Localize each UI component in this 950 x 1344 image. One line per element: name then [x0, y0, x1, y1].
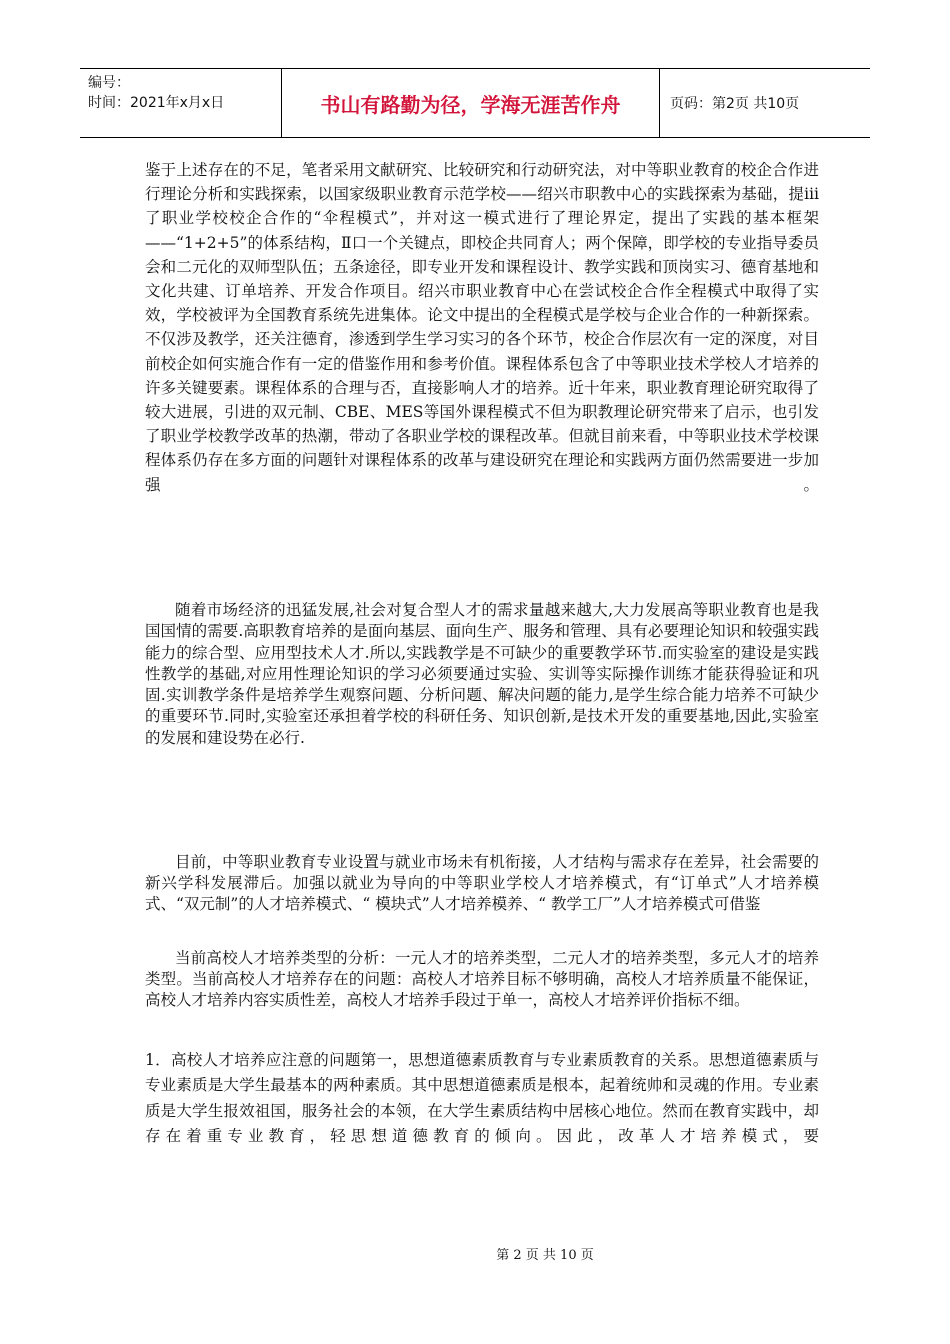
body-paragraph-4: 当前高校人才培养类型的分析：一元人才的培养类型，二元人才的培养类型，多元人才的培养类型。当前高校人才培养存在的问题：高校人才培养目标不够明确，高校人才培养质量不能保证，高校人才培养内容实质性差，高校人才培养手段过于单一，高校人才培养评价指标不细。 [145, 949, 819, 1009]
header-meta [80, 69, 282, 137]
body-paragraph-2: 随着市场经济的迅猛发展,社会对复合型人才的需求量越来越大,大力发展高等职业教育也是我国国情的需要.高职教育培养的是面向基层、面向生产、服务和管理、具有必要理论知识和较强实践能力的综合型、应用型技术人才.所以,实践教学是不可缺少的重要教学环节.而实验室的建设是实践性教学的基础,对应用性理论知识的学习必须要通过实验、实训等实际操作训练才能获得验证和巩固.实训教学条件是培养学生观察问题、分析问题、解决问题的能力,是学生综合能力培养不可缺少的重要环节.同时,实验室还承担着学校的科研任务、知识创新,是技术开发的重要基地,因此,实验室的发展和建设势在必行. [145, 601, 819, 747]
page-header [80, 68, 870, 138]
page-footer: 第 2 页 共 10 页 [496, 1248, 594, 1263]
body-paragraph-5: 1．高校人才培养应注意的问题第一，思想道德素质教育与专业素质教育的关系。思想道德素质与专业素质是大学生最基本的两种素质。其中思想道德素质是根本，起着统帅和灵魂的作用。专业素质是大学生报效祖国，服务社会的本领，在大学生素质结构中居核心地位。然而在教育实践中，却存在着重专业教育，轻思想道德教育的倾向。因此，改革人才培养模式，要 [145, 1051, 819, 1146]
body-paragraph-1: 鉴于上述存在的不足，笔者采用文献研究、比较研究和行动研究法，对中等职业教育的校企合作进行理论分析和实践探索，以国家级职业教育示范学校——绍兴市职教中心的实践探索为基础，提ⅲ了职业学校校企合作的“伞程模式”，并对这一模式进行了理论界定，提出了实践的基本框架——“1+2+5”的体系结构，Ⅱ口一个关键点，即校企共同育人；两个保障，即学校的专业指导委员会和二元化的双师型队伍；五条途径，即专业开发和课程设计、教学实践和顶岗实习、德育基地和文化共建、订单培养、开发合作项目。绍兴市职业教育中心在尝试校企合作全程模式中取得了实效，学校被评为全国教育系统先进集体。论文中提出的全程模式是学校与企业合作的一种新探索。不仅涉及教学，还关注德育，渗透到学生学习实习的各个环节，校企合作层次有一定的深度，对目前校企如何实施合作有一定的借鉴作用和参考价值。课程体系包含了中等职业技术学校人才培养的许多关键要素。课程体系的合理与否，直接影响人才的培养。近十年来，职业教育理论研究取得了较大进展，引进的双元制、CBE、MES等国外课程模式不但为职教理论研究带来了启示，也引发了职业学校教学改革的热潮，带动了各职业学校的课程改革。但就目前来看，中等职业技术学校课程体系仍存在多方面的问题针对课程体系的改革与建设研究在理论和实践两方面仍然需要进一步加强。 [145, 161, 819, 494]
body-paragraph-3: 目前，中等职业教育专业设置与就业市场未有机衔接，人才结构与需求存在差异，社会需要的新兴学科发展滞后。加强以就业为导向的中等职业学校人才培养模式，有“订单式”人才培养模式、“双元制”的人才培养模式、“ 模块式”人才培养模养、“ 教学工厂”人才培养模式可借鉴 [145, 853, 819, 913]
document-number-label: 编号： [88, 75, 130, 91]
document-date: 时间：2021年x月x日 [88, 95, 225, 111]
header-page-info: 页码：第2页 共10页 [670, 96, 800, 112]
header-motto: 书山有路勤为径，学海无涯苦作舟 [282, 69, 660, 137]
